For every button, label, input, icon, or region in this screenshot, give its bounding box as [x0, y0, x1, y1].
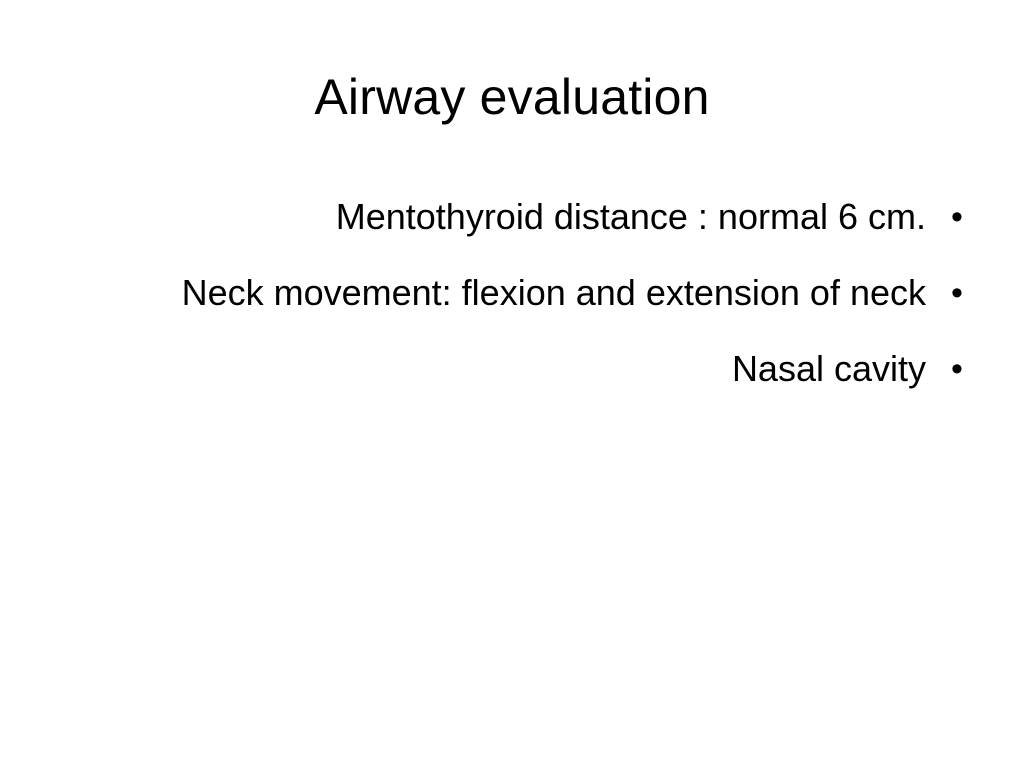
- bullet-text: Neck movement: flexion and extension of neck: [181, 272, 926, 313]
- slide-title: Airway evaluation: [314, 69, 710, 125]
- bullet-text: Nasal cavity: [731, 348, 926, 389]
- bullet-item-neck-movement: [80, 264, 970, 322]
- bullet-list: [80, 188, 970, 416]
- bullet-marker-icon: •: [951, 274, 963, 312]
- bullet-text: Mentothyroid distance : normal 6 cm.: [335, 196, 926, 237]
- bullet-marker-icon: •: [951, 350, 963, 388]
- bullet-item-mentothyroid: [80, 188, 970, 246]
- bullet-item-nasal-cavity: [80, 340, 970, 398]
- bullet-marker-icon: •: [951, 198, 963, 236]
